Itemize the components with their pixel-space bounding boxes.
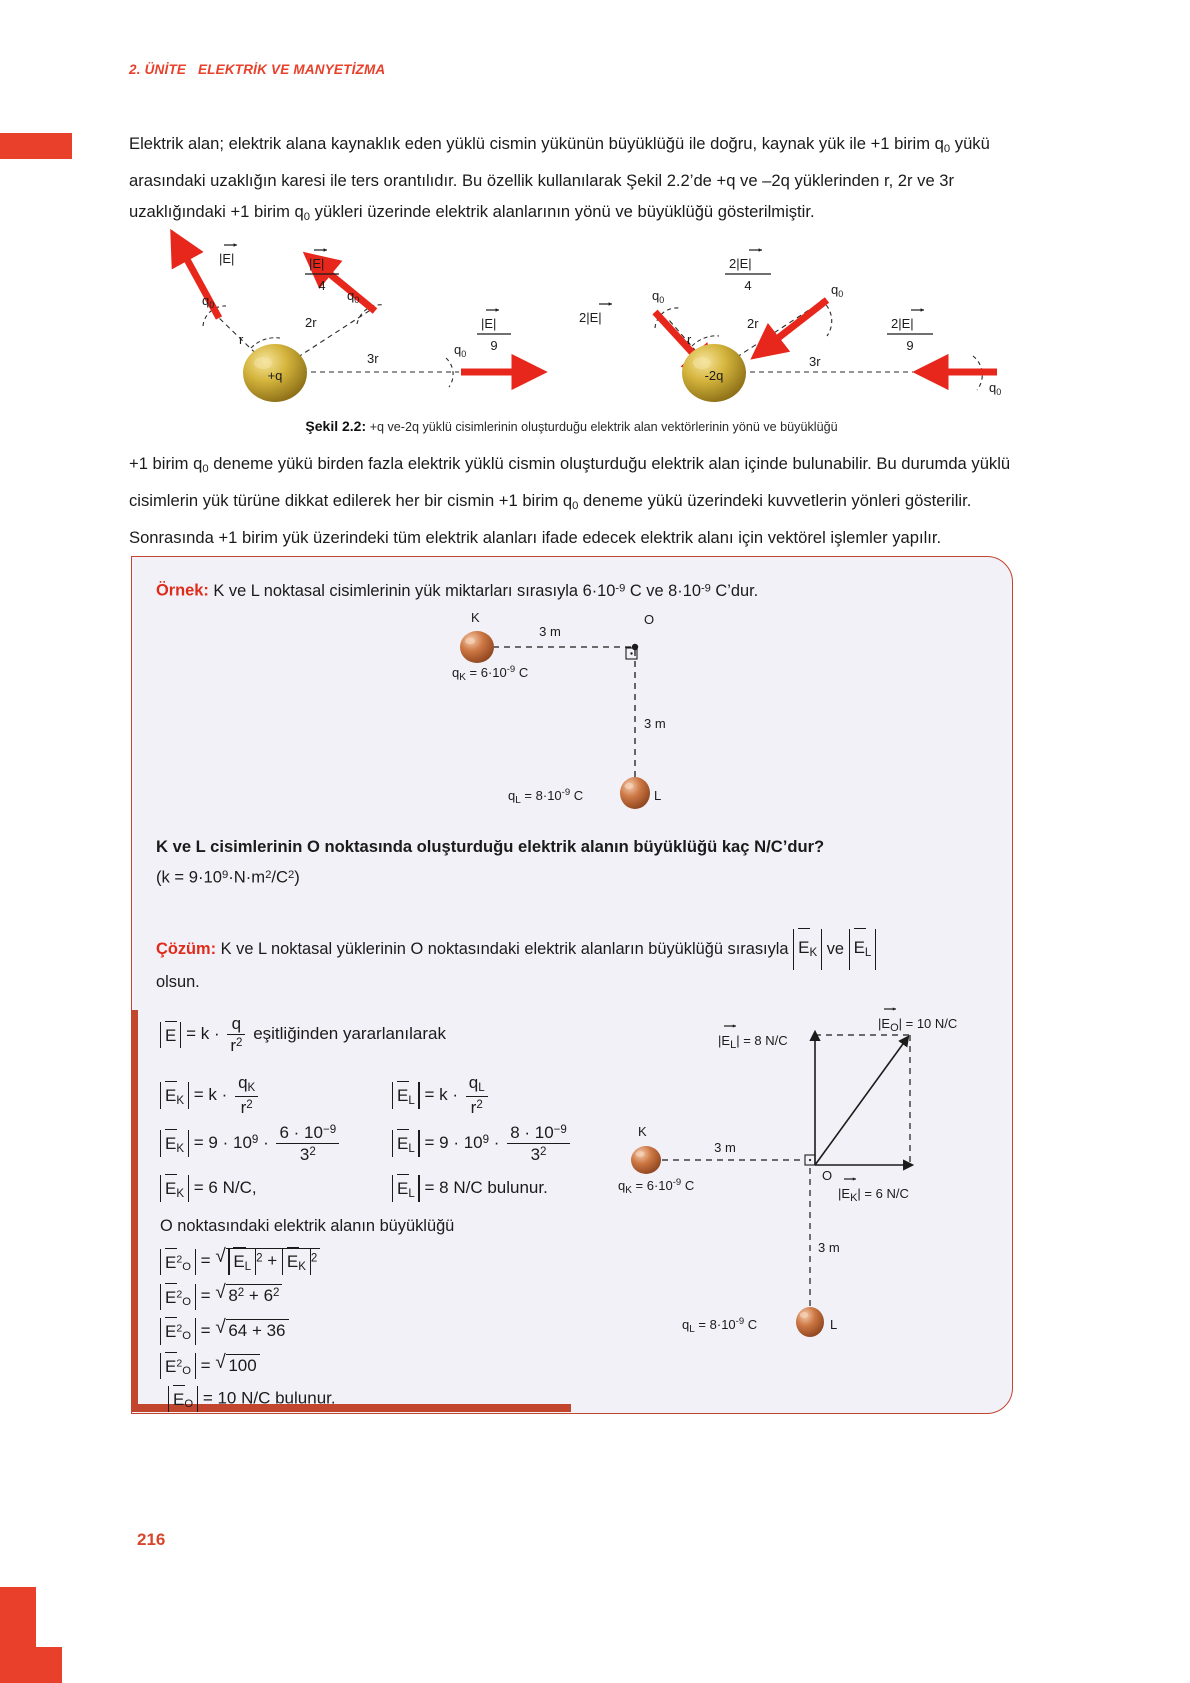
svg-text:|EK| = 6 N/C: $|E_K| = 6$ N/C: [838, 1186, 909, 1204]
distance-vertical: 3 m: [644, 716, 666, 731]
figure-caption-text: +q ve-2q yüklü cisimlerinin oluşturduğu elektrik alan vektörlerinin yönü ve büyüklüğü: [366, 420, 838, 434]
solution-intro-text: K ve L noktasal yüklerinin O noktasındaki elektrik alanların büyüklüğü sırasıyla: [216, 939, 794, 958]
field-magnitude-3: [887, 308, 933, 353]
svg-text:|EL| = 8 N/C: $|E_L| = 8$ N/C: [718, 1033, 788, 1051]
charge-label-negative: -2q: [704, 368, 724, 383]
figure-right-negative-charge: [579, 248, 1001, 402]
test-charge-label: $q_0$: [202, 293, 215, 310]
svg-text:4: 4: [744, 278, 752, 293]
final-1: $E^2_O$ = √ $E_L^2 + E_K^2$: [160, 1248, 580, 1273]
test-charge-label: $q_0$: [652, 288, 665, 305]
field-magnitude-1: [579, 302, 612, 325]
formula-base: E = k · $\frac{q}{r^2}$ eşitliğinden yararlanılarak: [160, 1014, 580, 1055]
final-3: $E^2_O$ = √ 64 + 36: [160, 1319, 580, 1343]
figure-2-2: [129, 232, 1014, 412]
final-4: $E^2_O$ = √ 100: [160, 1354, 580, 1378]
formula-EK-2: $E_K = 9 \cdot 10^9$ · $\frac{6 \cdot 10^{-9}}{3^2}$: [160, 1123, 342, 1164]
test-charge-label: $q_0$: [347, 288, 360, 305]
field-magnitude-3: [477, 308, 511, 353]
test-charge-label: $q_0$: [989, 380, 1002, 397]
distance-2r: 2r: [747, 316, 759, 331]
solution-intro-mid: ve: [822, 939, 849, 958]
example-box-left-accent: [131, 1010, 138, 1412]
formula-EL-2: $E_L = 9 \cdot 10^9$ · $\frac{8 \cdot 10^{-9}}{3^2}$: [392, 1123, 573, 1164]
figure-caption: [129, 418, 1014, 434]
distance-2r: 2r: [305, 315, 317, 330]
example-statement-text: K ve L noktasal cisimlerinin yük miktarları sırasıyla $6\cdot 10^{-9}$ C ve $8\cdot 10^{-9}$ C’dur.: [208, 581, 759, 600]
charge-qk: $q_K = 6\cdot 10^{-9}$ C: [618, 1177, 695, 1196]
label-L: L: [830, 1317, 838, 1332]
svg-text:2|E|: 2|E|: [891, 316, 914, 331]
running-head: 2. ÜNİTE ELEKTRİK VE MANYETİZMA: [129, 62, 386, 77]
distance-horizontal: 3 m: [714, 1140, 736, 1155]
formula-EL-1: $E_L = k$ · $\frac{q_L}{r^2}$: [392, 1073, 491, 1117]
bottom-left-corner-mark: [0, 1587, 62, 1683]
distance-r: r: [239, 332, 244, 347]
solution-intro: [156, 931, 976, 997]
charge-ql: $q_L = 8\cdot 10^{-9}$ C: [682, 1316, 758, 1335]
label-O: O: [822, 1168, 833, 1183]
svg-text:|E|: |E|: [309, 256, 325, 271]
final-5: $E_O = 10$ N/C bulunur.: [160, 1388, 580, 1410]
field-magnitude-2: [305, 248, 339, 293]
solution-intro-end: olsun.: [156, 973, 200, 992]
page-number: 216: [137, 1530, 166, 1549]
svg-text:2|E|: 2|E|: [729, 256, 752, 271]
example-statement: [156, 575, 758, 604]
figure-left-positive-charge: [184, 243, 519, 402]
svg-text:9: 9: [906, 338, 914, 353]
distance-r: r: [687, 332, 692, 347]
svg-text:2|E|: 2|E|: [579, 310, 602, 325]
label-K: K: [638, 1124, 647, 1139]
distance-3r: 3r: [809, 354, 821, 369]
formula-EK-3: $E_K = 6$ N/C,: [160, 1177, 257, 1200]
example-question: K ve L cisimlerinin O noktasında oluşturduğu elektrik alanın büyüklüğü kaç N/C’dur?: [156, 837, 825, 856]
field-magnitude-2: [725, 248, 771, 293]
EK-magnitude: $E_K$: [793, 931, 822, 968]
distance-vertical: 3 m: [818, 1240, 840, 1255]
solution-math-column: [160, 1014, 580, 1421]
label-L: L: [654, 788, 662, 803]
solution-diagram: [600, 1000, 1000, 1375]
body-paragraph-2: +1 birim $q_0$ deneme yükü birden fazla elektrik yüklü cismin oluşturduğu elektrik alan içinde bulunabilir. Bu durumda yüklü cisimlerin yük türüne dikkat edilerek her bir cismin +1 birim $q_0$ deneme yükü üzerindeki kuvvetlerin yönleri gösterilir. Sonrasında +1 birim yük üzerindeki tüm elektrik alanları ifade edecek elektrik alanı için vektörel işlemler yapılır.: [129, 454, 1011, 548]
field-EK-label: [838, 1177, 909, 1204]
midtext: O noktasındaki elektrik alanın büyüklüğü: [160, 1217, 455, 1236]
distance-horizontal: 3 m: [539, 624, 561, 639]
charge-ql: $q_L = 8\cdot 10^{-9}$ C: [508, 787, 584, 806]
EL-magnitude: $E_L$: [849, 931, 877, 968]
left-red-tab: [0, 133, 72, 159]
label-K: K: [471, 610, 480, 625]
label-O: O: [644, 612, 655, 627]
distance-3r: 3r: [367, 351, 379, 366]
example-diagram: [430, 610, 730, 830]
formula-EK-1: $E_K = k$ · $\frac{q_K}{r^2}$: [160, 1073, 261, 1117]
example-constant: $(k = 9\cdot 10^9\cdot N\cdot m^2/C^2)$: [156, 867, 300, 887]
charge-label-positive: +q: [267, 368, 283, 383]
svg-text:|E|: |E|: [219, 251, 235, 266]
final-2: $E^2_O$ = √ $8^2 + 6^2$: [160, 1284, 580, 1308]
svg-text:|E|: |E|: [481, 316, 497, 331]
intro-paragraph: Elektrik alan; elektrik alana kaynaklık eden yüklü cismin yükünün büyüklüğü ile doğru, kaynak yük ile +1 birim $q_0$ yükü arasındaki uzaklığın karesi ile ters orantılıdır. Bu özellik kullanılarak Şekil 2.2’de +q ve –2q yüklerinden r, 2r ve 3r uzaklığındaki +1 birim $q_0$ yükleri üzerinde elektrik alanlarının yönü ve büyüklüğü gösterilmiştir.: [129, 134, 990, 224]
svg-text:|EO| = 10 N/C: $|E_O| = 10$ N/C: [878, 1016, 958, 1034]
field-magnitude-1: [219, 243, 237, 266]
solution-keyword: Çözüm:: [156, 939, 217, 958]
test-charge-label: $q_0$: [831, 282, 844, 299]
formula-EL-3: $E_L = 8$ N/C bulunur.: [392, 1177, 548, 1200]
charge-qk: $q_K = 6\cdot 10^{-9}$ C: [452, 664, 529, 683]
svg-text:9: 9: [490, 338, 498, 353]
figure-caption-label: Şekil 2.2:: [305, 418, 367, 434]
formula-grid: [160, 1073, 580, 1207]
example-keyword: Örnek:: [156, 581, 209, 600]
field-EO-label: [878, 1007, 957, 1034]
field-EL-label: [718, 1024, 788, 1051]
test-charge-label: $q_0$: [454, 342, 467, 359]
svg-text:4: 4: [318, 278, 326, 293]
